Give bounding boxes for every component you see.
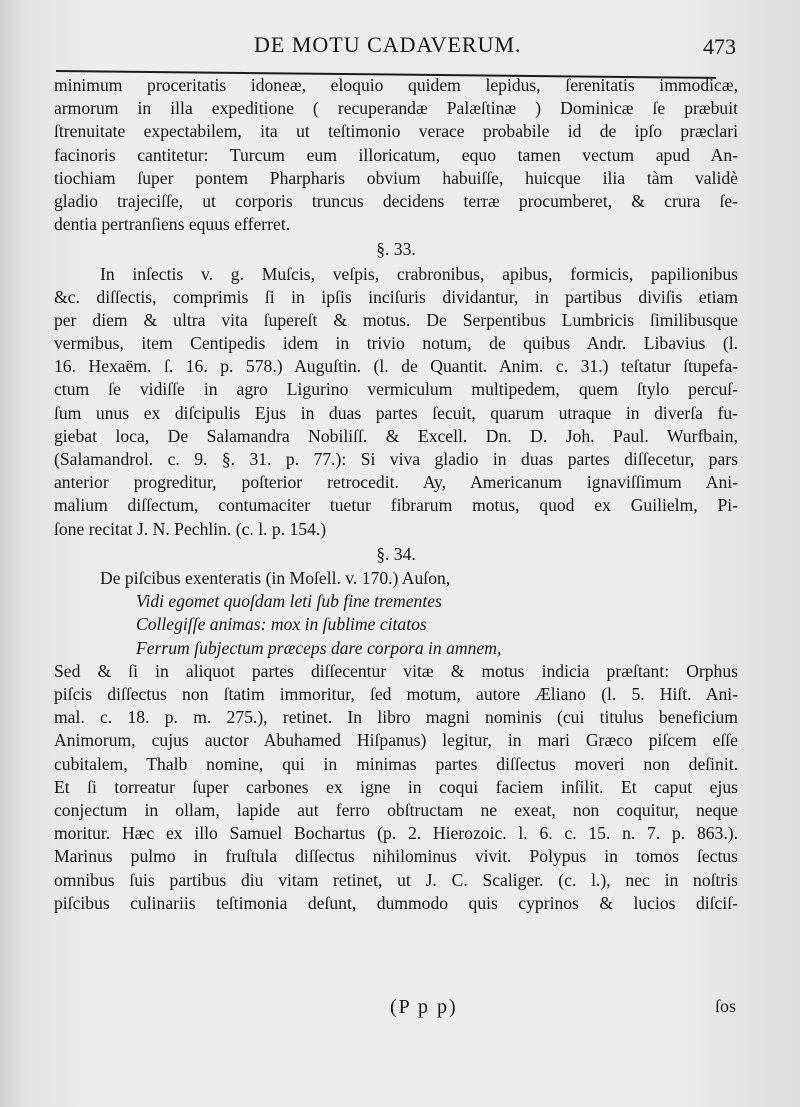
text-line: (Salamandrol. c. 9. §. 31. p. 77.): Si viva gladio in duas partes diſſecetur, pars (54, 449, 738, 470)
text-line: &c. diſſectis, comprimis ſi in ipſis inciſuris dividantur, in partibus diviſis etiam (54, 286, 738, 307)
body-text (54, 74, 738, 915)
text-line: ſone recitat J. N. Pechlin. (c. l. p. 154.) (54, 518, 327, 539)
text-line: ſum unus ex diſcipulis Ejus in duas partes ſecuit, quarum utraque in diverſa fu- (54, 402, 738, 423)
text-line: 16. Hexaëm. ſ. 16. p. 578.) Auguſtin. (l. de Quantit. Anim. c. 31.) teſtatur ſtupefa- (54, 356, 738, 377)
text-line: minimum proceritatis idoneæ, eloquio quidem lepidus, ſerenitatis immodicæ, (54, 75, 738, 95)
text-line: tiochiam ſuper pontem Pharpharis obvium habuiſſe, huicque ilia tàm validè (54, 167, 738, 188)
text-line: moritur. Hæc ex illo Samuel Bochartus (p. 2. Hierozoic. l. 6. c. 15. n. 7. p. 863.). (54, 823, 738, 844)
verse-line: Collegiſſe animas: mox in ſublime citatos (136, 614, 427, 635)
verse-line: Vidi egomet quoſdam leti ſub fine trementes (136, 591, 442, 612)
page-footer (54, 996, 738, 1024)
text-line: piſcibus culinariis teſtimonia deſunt, dummodo quis cyprinos & lucios diſciſ- (54, 892, 738, 913)
text-line: Animorum, cujus auctor Abuhamed Hiſpanus) legitur, in mari Græco piſcem eſſe (54, 730, 738, 751)
text-line: conjectum in ollam, lapide aut ferro obſtructam ne exeat, non coquitur, neque (54, 799, 738, 820)
section-heading-33: §. 33. (376, 239, 416, 260)
text-line: giebat loca, De Salamandra Nobiliſſ. & Excell. Dn. D. Joh. Paul. Wurfbain, (54, 425, 738, 446)
running-title: DE MOTU CADAVERUM. (254, 32, 522, 57)
text-line: omnibus ſuis partibus diu vitam retinet, ut J. C. Scaliger. (c. l.), nec in noſtris (54, 869, 738, 890)
text-line: piſcis diſſectus non ſtatim immoritur, ſed motum, autore Æliano (l. 5. Hiſt. Ani- (54, 684, 738, 704)
text-line: Et ſi torreatur ſuper carbones ex igne in coqui faciem inſilit. Et caput ejus (54, 776, 738, 797)
signature-mark: (P p p) (390, 996, 458, 1018)
text-line: Sed & ſi in aliquot partes diſſecentur vitæ & motus indicia præſtant: Orphus (54, 660, 738, 681)
text-line: De piſcibus exenteratis (in Moſell. v. 170.) Auſon, (100, 568, 451, 588)
text-line: Marinus pulmo in fruſtula diſſectus nihilominus vivit. Polypus in tomos ſectus (54, 846, 738, 867)
text-line: malium diſſectum, contumaciter tuetur fibrarum motus, quod ex Guilielm, Pi- (54, 495, 738, 516)
text-line: ſtrenuitate expectabilem, ita ut teſtimonio verace probabile id de ipſo præclari (54, 121, 738, 142)
text-line: mal. c. 18. p. m. 275.), retinet. In libro magni nominis (cui titulus beneficium (54, 707, 738, 728)
text-line: In inſectis v. g. Muſcis, veſpis, crabronibus, apibus, formicis, papilionibus (100, 263, 738, 284)
text-line: facinoris cantitetur: Turcum eum illoricatum, equo tamen vectum apud An- (54, 144, 738, 165)
text-line: per diem & ultra vita ſupereſt & motus. De Serpentibus Lumbricis ſimilibusque (54, 309, 738, 330)
text-line: ctum ſe vidiſſe in agro Ligurino vermiculum multipedem, quem ſtylo percuſ- (54, 379, 738, 400)
text-line: anterior progreditur, poſterior retrocedit. Ay, Americanum ignaviſſimum Ani- (54, 472, 738, 493)
text-line: dentia pertranſiens equus efferret. (54, 214, 291, 235)
text-line: cubitalem, Thalb nomine, qui in minimas partes diſſectus moveri non deſinit. (54, 753, 738, 774)
text-line: armorum in illa expeditione ( recuperandæ Palæſtinæ ) Dominicæ ſe præbuit (54, 98, 738, 119)
text-line: gladio trajeciſſe, ut corporis truncus decidens terræ procumberet, & crura ſe- (54, 190, 738, 211)
section-heading-34: §. 34. (376, 543, 416, 564)
verse-line: Ferrum ſubjectum præceps dare corpora in amnem, (136, 637, 502, 658)
page-header (56, 28, 746, 68)
text-line: vermibus, item Centipedis idem in trivio notum, de quibus Andr. Libavius (l. (54, 333, 738, 354)
catchword: ſos (714, 996, 736, 1016)
page-number: 473 (703, 34, 736, 59)
